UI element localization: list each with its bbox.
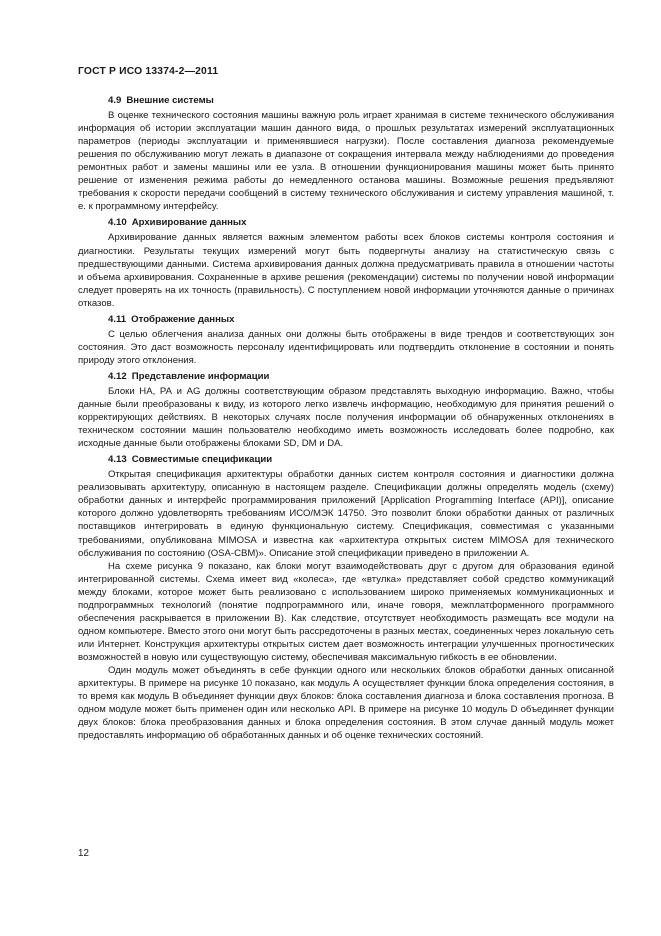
section-number: 4.10 [108, 217, 127, 229]
section-4-13 [78, 453, 614, 742]
section-title: Совместимые спецификации [131, 454, 273, 466]
section-4-11 [78, 313, 614, 367]
section-title: Представление информации [131, 370, 270, 382]
page-number: 12 [78, 848, 89, 859]
section-heading [78, 216, 614, 229]
section-4-12 [78, 370, 614, 450]
section-heading [78, 453, 614, 466]
paragraph: Открытая спецификация архитектуры обработки данных систем контроля состояния и диагностики должна реализовывать архитектуру, описанную в настоящем разделе. Спецификации должны определять модель (схему) обработки данных и интерфейс программирования приложений [Application Programming Interface (API)], описание которого должно удовлетворять требованиям ИСО/МЭК 14750. Это позволит блоки обработки данных от различных поставщиков интегрировать в единую функциональную систему. Спецификация, совместимая с указанными требованиями, опубликована MIMOSA и известна как «архитектура открытых систем MIMOSA для технического обслуживания по состоянию (OSA-CBM)». Описание этой спецификации приведено в приложении А. [78, 469, 614, 559]
section-title: Отображение данных [131, 313, 235, 325]
section-heading [78, 94, 614, 107]
section-4-10 [78, 216, 614, 309]
section-number: 4.12 [108, 370, 127, 382]
section-heading [78, 370, 614, 383]
section-number: 4.11 [108, 313, 127, 325]
paragraph: Один модуль может объединять в себе функции одного или нескольких блоков обработки данных описанной архитектуры. В примере на рисунке 10 показано, как модуль А осуществляет функции блока определения состояния, в то время как модуль В объединяет функции двух блоков: блока составления диагноза и блока составления прогноза. В одном модуле может быть применен один или несколько API. В примере на рисунке 10 модуль D объединяет функции двух блоков: блока преобразования данных и блока определения состояния. В этом случае данный модуль может предоставлять информацию об обработанных данных и об оценке технических состояний. [78, 664, 614, 742]
section-number: 4.9 [108, 95, 122, 106]
document-body [78, 94, 614, 742]
paragraph: Блоки НА, РА и AG должны соответствующим образом представлять выходную информацию. Важно, чтобы данные были преобразованы к виду, из которого легко извлечь информацию, необходимую для принятия решений о корректирующих действиях. В некоторых случаях после получения информации об обнаруженных отклонениях в техническом состоянии машин пользователю необходимо иметь возможность исследовать более подробно, как исходные данные были отображены блоками SD, DM и DA. [78, 385, 614, 450]
paragraph: На схеме рисунка 9 показано, как блоки могут взаимодействовать друг с другом для образования единой интегрированной системы. Схема имеет вид «колеса», где «втулка» представляет собой средство коммуникаций между блоками, которое может быть реализовано с использованием широко применяемых коммуникационных и подпрограммных технологий (понятие подпрограммного или, иначе говоря, межплатформенного программного обеспечения раскрывается в приложении В). Как следствие, отсутствует необходимость размещать все модули на одном компьютере. Вместо этого они могут быть рассредоточены в разных местах, соединенных через локальную сеть или Интернет. Конструкция архитектуры открытых систем дает возможность интеграции улучшенных прогностических возможностей в новую или существующую систему, обеспечивая максимальную гибкость в ее обновлении. [78, 560, 614, 663]
section-title: Внешние системы [126, 95, 214, 106]
section-title: Архивирование данных [131, 217, 247, 229]
section-number: 4.13 [108, 454, 127, 466]
paragraph: В оценке технического состояния машины важную роль играет хранимая в системе технического обслуживания информация об истории эксплуатации машин данного вида, о прошлых результатах измерений эксплуатационных параметров (периоды эксплуатации и применявшиеся нагрузки). После составления диагноза рекомендуемые решения по обслуживанию могут лежать в диапазоне от сокращения интервала между наблюдениями до проведения ремонтных работ и замены машины или ее узла. В отношении функционирования машины может быть принято решение от изменения режима работы до немедленного останова машины. Возможные решения предъявляют требования к скорости передачи сообщений в систему технического обслуживания и систему управления машиной, т. е. к программному интерфейсу. [78, 110, 614, 213]
section-4-9 [78, 94, 614, 213]
paragraph: С целью облегчения анализа данных они должны быть отображены в виде трендов и соответствующих зон состояния. Это даст возможность персоналу идентифицировать или подтвердить отклонение в состоянии и понять природу этого отклонения. [78, 328, 614, 366]
section-heading [78, 313, 614, 326]
running-header: ГОСТ Р ИСО 13374-2—2011 [78, 66, 219, 77]
paragraph: Архивирование данных является важным элементом работы всех блоков системы контроля состояния и диагностики. Результаты текущих измерений могут быть подвергнуты анализу на статистическую связь с предшествующими данными. Система архивирования данных должна предусматривать правила в отношении частоты и объема архивирования. Сохраненные в архиве решения (рекомендации) системы по получении новой информации следует проверять на их точность (правильность). С поступлением новой информации уточняются данные о причинах отказов. [78, 232, 614, 309]
